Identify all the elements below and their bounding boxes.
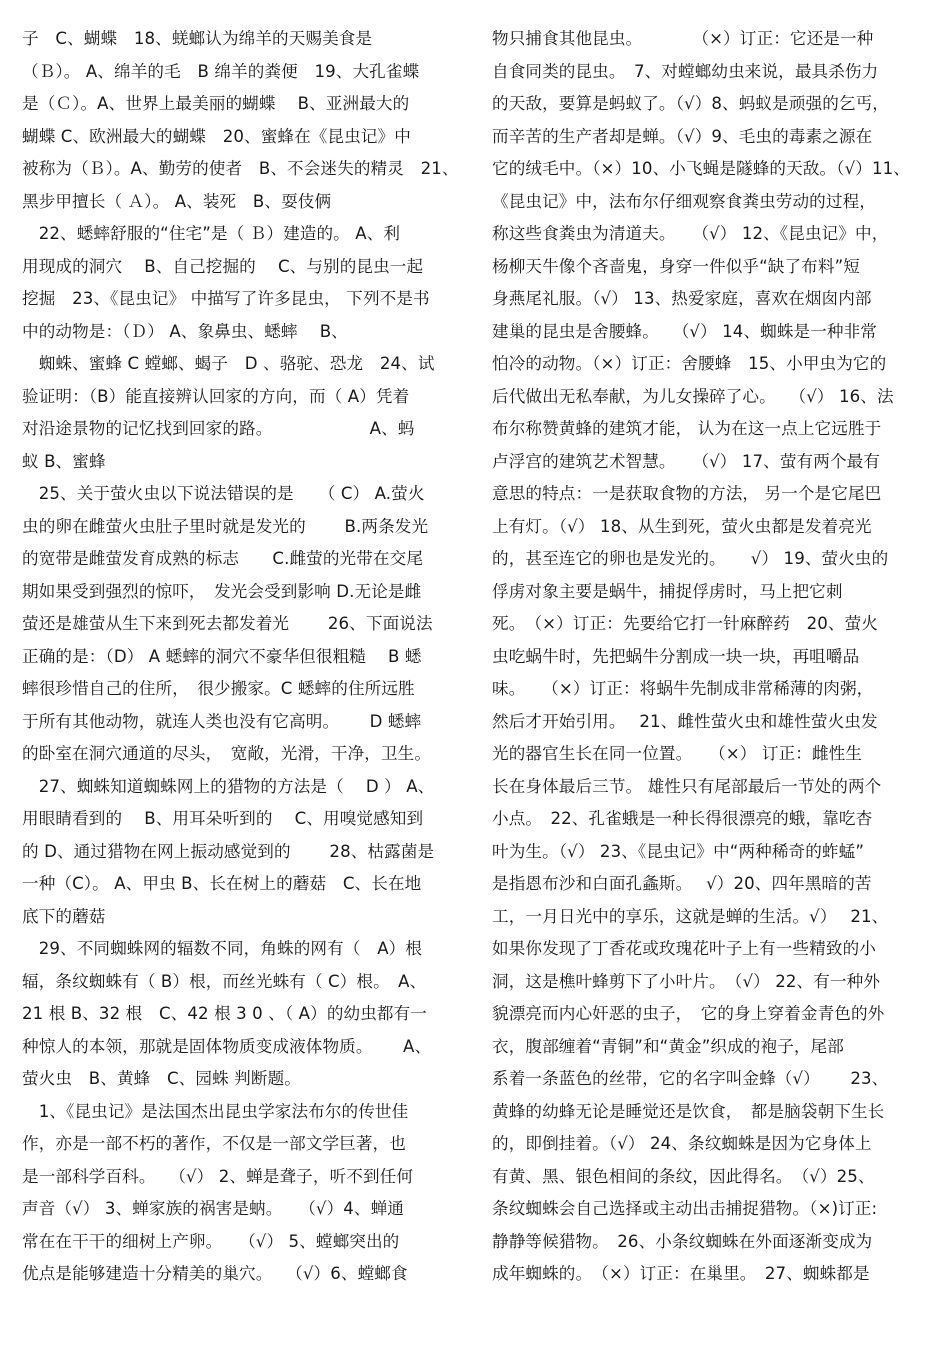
text-line: 怕冷的动物。（×）订正：舍腰蜂 15、小甲虫为它的: [492, 354, 887, 373]
text-line: 味。 （×）订正：将蜗牛先制成非常稀薄的肉粥，: [492, 679, 874, 698]
text-line: 是（Ｃ）。A、世界上最美丽的蝴蝶 B、亚洲最大的: [22, 94, 410, 113]
text-line: 有黄、黑、银色相间的条纹，因此得名。 （√）25、: [492, 1166, 875, 1186]
text-line: 的，甚至连它的卵也是发光的。 √） 19、萤火虫的: [492, 549, 889, 568]
text-line: 小点。 22、孔雀蛾是一种长得很漂亮的蛾，靠吃杏: [492, 809, 873, 828]
right-text-column: [492, 23, 928, 1291]
text-line: 27、蜘蛛知道蜘蛛网上的猎物的方法是（ D ） A、: [22, 776, 435, 796]
text-line: 对沿途景物的记忆找到回家的路。 A、蚂: [22, 419, 415, 438]
text-line: 俘虏对象主要是蜗牛，捕捉俘虏时，马上把它刺: [492, 581, 843, 601]
text-line: （Ｂ）。 A、绵羊的毛 B 绵羊的粪便 19、大孔雀蝶: [22, 61, 420, 81]
text-line: 布尔称赞黄蜂的建筑才能， 认为在这一点上它远胜于: [492, 419, 882, 438]
text-line: 22、蟋蟀舒服的“住宅”是（ Ｂ）建造的。 A、利: [22, 224, 401, 243]
text-line: 长在身体最后三节。 雄性只有尾部最后一节处的两个: [492, 776, 882, 796]
text-line: 常在在干干的细树上产卵。 （√） 5、螳螂突出的: [22, 1231, 400, 1251]
text-line: 萤还是雄萤从生下来到死去都发着光 26、下面说法: [22, 614, 433, 633]
text-line: 虫的卵在雌萤火虫肚子里时就是发光的 B.两条发光: [22, 516, 429, 536]
text-line: 的，即倒挂着。（√） 24、条纹蜘蛛是因为它身体上: [492, 1134, 872, 1153]
text-line: 身燕尾礼服。（√） 13、热爱家庭，喜欢在烟囱内部: [492, 289, 872, 308]
text-line: 验证明：（B）能直接辨认回家的方向，而（ A）凭着: [22, 386, 410, 406]
text-line: 正确的是：（D） A 蟋蟀的洞穴不豪华但很粗糙 B 蟋: [22, 646, 422, 666]
text-line: 优点是能够建造十分精美的巢穴。 （√）6、螳螂食: [22, 1264, 408, 1283]
text-line: 死。 （×）订正：先要给它打一针麻醉药 20、萤火: [492, 614, 878, 633]
text-line: 期如果受到强烈的惊吓， 发光会受到影响 D.无论是雌: [22, 581, 422, 601]
text-line: 用现成的洞穴 B、自己挖掘的 C、与别的昆虫一起: [22, 256, 424, 276]
text-line: 于所有其他动物，就连人类也没有它高明。 D 蟋蟀: [22, 711, 422, 731]
text-line: 它的绒毛中。（×）10、小飞蝇是隧蜂的天敌。（√）11、: [492, 159, 910, 178]
text-line: 貌漂亮而内心奸恶的虫子， 它的身上穿着金青色的外: [492, 1004, 885, 1023]
text-line: 后代做出无私奉献，为儿女操碎了心。 （√） 16、法: [492, 386, 894, 406]
text-line: 子 C、蝴蝶 18、蜣螂认为绵羊的天赐美食是: [22, 29, 373, 48]
text-line: 21 根 B、32 根 C、42 根 3 0 、（ A）的幼虫都有一: [22, 1004, 427, 1023]
text-line: 挖掘 23、《昆虫记》 中描写了许多昆虫， 下列不是书: [22, 289, 430, 308]
text-line: 建巢的昆虫是舍腰蜂。 （√） 14、蜘蛛是一种非常: [492, 321, 878, 341]
text-line: 而辛苦的生产者却是蝉。（√）9、毛虫的毒素之源在: [492, 126, 873, 146]
text-line: 被称为（Ｂ）。A、勤劳的使者 B、不会迷失的精灵 21、: [22, 159, 459, 178]
text-line: 辐，条纹蜘蛛有（ B）根，而丝光蛛有（ C）根。 A、: [22, 971, 427, 991]
text-line: 黄蜂的幼蜂无论是睡觉还是饮食， 都是脑袋朝下生长: [492, 1101, 885, 1121]
text-line: 蜘蛛、蜜蜂 C 螳螂、蝎子 D 、骆驼、恐龙 24、试: [22, 354, 435, 373]
text-line: 黑步甲擅长（ Ａ）。 A、装死 B、耍伎俩: [22, 191, 332, 211]
text-line: 蝴蝶 C、欧洲最大的蝴蝶 20、蜜蜂在《昆虫记》中: [22, 126, 411, 146]
text-line: 25、关于萤火虫以下说法错误的是 （ C） A.萤火: [22, 484, 425, 503]
text-line: 意思的特点：一是获取食物的方法， 另一个是它尾巴: [492, 484, 882, 503]
text-line: 工，一月日光中的享乐，这就是蝉的生活。√） 21、: [492, 906, 889, 926]
text-line: 光的器官生长在同一位置。 （×） 订正：雌性生: [492, 744, 863, 763]
text-line: 是一部科学百科。 （√） 2、蝉是聋子，听不到任何: [22, 1166, 414, 1186]
text-line: 的宽带是雌萤发育成熟的标志 C.雌萤的光带在交尾: [22, 549, 424, 568]
text-line: 洞，这是樵叶蜂剪下了小叶片。 （√） 22、有一种外: [492, 971, 881, 991]
text-line: 卢浮宫的建筑艺术智慧。 （√） 17、萤有两个最有: [492, 451, 881, 471]
text-line: 杨柳天牛像个吝啬鬼，身穿一件似乎“缺了布料”短: [492, 256, 860, 276]
text-line: 成年蜘蛛的。 （×）订正：在巢里。 27、蜘蛛都是: [492, 1264, 870, 1283]
text-line: 《昆虫记》中，法布尔仔细观察食粪虫劳动的过程，: [492, 191, 876, 211]
text-line: 自食同类的昆虫。 7、对螳螂幼虫来说，最具杀伤力: [492, 61, 879, 81]
text-line: 的天敌，要算是蚂蚁了。（√）8、蚂蚁是顽强的乞丐，: [492, 94, 889, 113]
left-text-column: [22, 23, 462, 1291]
text-line: 萤火虫 B、黄蜂 C、园蛛 判断题。: [22, 1069, 301, 1088]
text-line: 叶为生。（√） 23、《昆虫记》中“两种稀奇的蚱蜢”: [492, 841, 865, 861]
text-line: 衣，腹部缠着“青铜”和“黄金”织成的袍子，尾部: [492, 1036, 844, 1056]
text-line: 底下的蘑菇: [22, 906, 106, 926]
text-line: 一种（C）。 A、甲虫 B、长在树上的蘑菇 C、长在地: [22, 874, 422, 893]
text-line: 是指恩布沙和白面孔螽斯。 √）20、四年黑暗的苦: [492, 874, 872, 893]
text-line: 条纹蜘蛛会自己选择或主动出击捕捉猎物。（×)订正:: [492, 1199, 878, 1218]
text-line: 上有灯。（√） 18、从生到死，萤火虫都是发着亮光: [492, 516, 872, 536]
text-line: 1、《昆虫记》是法国杰出昆虫学家法布尔的传世佳: [22, 1101, 409, 1121]
text-line: 如果你发现了丁香花或玫瑰花叶子上有一些精致的小: [492, 939, 876, 958]
text-line: 物只捕食其他昆虫。 （×）订正：它还是一种: [492, 29, 874, 48]
text-line: 的 D、通过猎物在网上振动感觉到的 28、枯露菌是: [22, 841, 435, 861]
text-line: 然后才开始引用。 21、雌性萤火虫和雄性萤火虫发: [492, 711, 878, 731]
text-line: 称这些食粪虫为清道夫。 （√） 12、《昆虫记》中，: [492, 224, 889, 243]
text-line: 的卧室在洞穴通道的尽头， 宽敞，光滑，干净，卫生。: [22, 744, 432, 763]
text-line: 声音（√） 3、蝉家族的祸害是蚋。 （√）4、蝉通: [22, 1199, 405, 1218]
text-line: 用眼睛看到的 B、用耳朵听到的 C、用嗅觉感知到: [22, 809, 424, 828]
text-line: 蚁 B、蜜蜂: [22, 451, 106, 471]
text-line: 29、不同蜘蛛网的辐数不同，角蛛的网有（ A）根: [22, 939, 423, 958]
text-line: 系着一条蓝色的丝带，它的名字叫金蜂（√） 23、: [492, 1069, 889, 1088]
text-line: 种惊人的本领，那就是固体物质变成液体物质。 A、: [22, 1036, 432, 1056]
text-line: 虫吃蜗牛时，先把蜗牛分割成一块一块，再咀嚼品: [492, 646, 860, 666]
text-line: 作，亦是一部不朽的著作，不仅是一部文学巨著，也: [22, 1134, 406, 1153]
text-line: 蟀很珍惜自己的住所， 很少搬家。C 蟋蟀的住所远胜: [22, 679, 415, 698]
text-line: 静静等候猎物。 26、小条纹蜘蛛在外面逐渐变成为: [492, 1231, 873, 1251]
text-line: 中的动物是：（Ｄ） A、象鼻虫、蟋蟀 B、: [22, 321, 348, 341]
